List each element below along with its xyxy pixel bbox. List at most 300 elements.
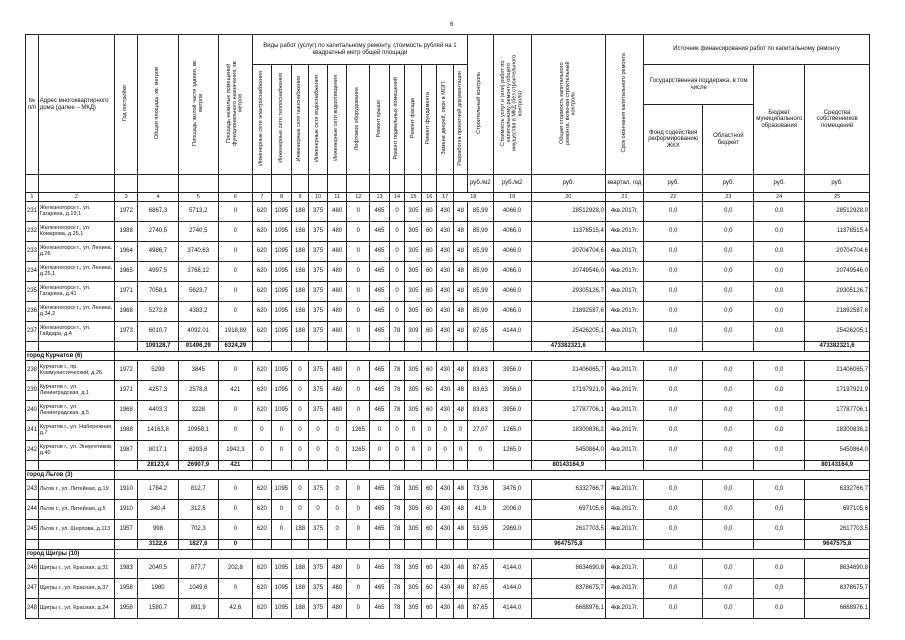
table-cell: 0,0 (754, 401, 805, 421)
table-cell: 305 (405, 520, 422, 540)
table-cell: 4257,3 (138, 381, 178, 401)
table-cell: 0 (218, 242, 252, 262)
table-cell: 430 (437, 480, 454, 500)
table-cell: 0,0 (703, 421, 754, 441)
table-cell: 0,0 (644, 441, 703, 461)
table-cell: 0 (347, 242, 370, 262)
table-cell (703, 461, 754, 471)
table-cell (754, 461, 805, 471)
table-cell (389, 342, 405, 352)
table-cell: 375 (309, 202, 328, 222)
table-cell: 0,0 (644, 381, 703, 401)
table-cell (405, 461, 422, 471)
header-control: Строительный контроль (476, 72, 483, 135)
address-cell: Железногорск г., ул. Комарова, д.25,1 (38, 222, 114, 242)
address-cell: Щигры г., ул. Красная, д.31 (38, 559, 114, 579)
table-cell: 48 (454, 599, 468, 619)
table-cell: 78 (389, 322, 405, 342)
table-cell (115, 342, 138, 352)
table-cell: 465 (370, 500, 389, 520)
table-cell: 0,0 (754, 599, 805, 619)
table-cell: 465 (370, 579, 389, 599)
table-cell: 188 (292, 559, 309, 579)
table-cell: 188 (292, 282, 309, 302)
table-cell: 0 (218, 282, 252, 302)
table-cell: 0,0 (703, 361, 754, 381)
table-cell (605, 540, 643, 550)
table-cell: 0 (347, 322, 370, 342)
table-cell: 78 (389, 361, 405, 381)
table-cell: 188 (292, 242, 309, 262)
table-cell: 0,0 (754, 262, 805, 282)
table-cell (703, 540, 754, 550)
table-cell: 465 (370, 401, 389, 421)
table-cell: 0,0 (754, 361, 805, 381)
table-cell: 305 (405, 559, 422, 579)
table-cell (422, 540, 437, 550)
table-cell: 0 (218, 540, 252, 550)
column-number: 8 (271, 193, 291, 202)
table-cell: 4кв.2017г. (605, 222, 643, 242)
table-cell: 4кв.2017г. (605, 480, 643, 500)
table-cell: 305 (405, 202, 422, 222)
header-work-12: Разработка проектной документации (456, 70, 463, 166)
table-cell (26, 461, 39, 471)
table-cell: 465 (370, 520, 389, 540)
table-cell: 188 (292, 599, 309, 619)
table-cell (754, 342, 805, 352)
table-cell: 28512928,0 (805, 202, 870, 222)
table-cell: 0 (347, 262, 370, 282)
table-cell: 91496,29 (178, 342, 218, 352)
table-cell: 375 (309, 322, 328, 342)
column-number: 10 (309, 193, 328, 202)
table-row (26, 401, 870, 421)
table-cell: 1095 (271, 401, 291, 421)
table-cell: 0 (218, 401, 252, 421)
table-cell: 0 (370, 421, 389, 441)
header-total-cost: Общая стоимость капитального ремонта, включая строительный контроль (558, 61, 577, 145)
group-filler (115, 471, 870, 480)
header-work-11: Замена дверей, окон в МОП (441, 81, 448, 155)
table-cell: 0,0 (703, 441, 754, 461)
table-cell: 1918,89 (218, 322, 252, 342)
table-cell: 877,7 (178, 559, 218, 579)
table-cell: 234 (26, 262, 39, 282)
column-number: 9 (292, 193, 309, 202)
table-cell: 0 (405, 441, 422, 461)
table-cell: 305 (405, 599, 422, 619)
table-cell: 48 (454, 302, 468, 322)
table-cell: 4383,2 (178, 302, 218, 322)
table-cell: 0 (292, 361, 309, 381)
table-cell: 0 (389, 202, 405, 222)
table-cell: 0 (454, 421, 468, 441)
table-cell: 465 (370, 322, 389, 342)
table-cell: 620 (252, 361, 271, 381)
table-cell: 85,99 (468, 282, 493, 302)
table-cell: 305 (405, 401, 422, 421)
table-cell: 0 (347, 500, 370, 520)
table-cell: 48 (454, 401, 468, 421)
table-cell (328, 540, 347, 550)
table-cell: 375 (309, 599, 328, 619)
table-cell: 9647575,8 (531, 540, 605, 550)
table-cell (328, 342, 347, 352)
table-cell: 480 (328, 322, 347, 342)
table-cell: 0,0 (703, 242, 754, 262)
table-cell: 240 (26, 401, 39, 421)
table-cell: 891,9 (178, 599, 218, 619)
table-cell: 0 (389, 262, 405, 282)
table-cell: 1095 (271, 559, 291, 579)
table-cell: 0 (347, 559, 370, 579)
table-cell: 0,0 (754, 202, 805, 222)
address-cell: Железногорск г., ул. Ленина, д.26 (38, 242, 114, 262)
table-cell: 0 (218, 361, 252, 381)
table-cell: 305 (405, 242, 422, 262)
table-cell: 20704704,6 (805, 242, 870, 262)
table-cell: 0 (347, 401, 370, 421)
table-cell: 0,0 (754, 480, 805, 500)
table-cell: 480 (328, 282, 347, 302)
table-cell: 0,0 (703, 401, 754, 421)
table-cell: 48 (454, 381, 468, 401)
table-row (26, 361, 870, 381)
header-work-8: Ремонт подвальных помещений (393, 77, 400, 160)
table-cell: 375 (309, 381, 328, 401)
table-cell: 60 (422, 242, 437, 262)
table-cell: 17787706,1 (531, 401, 605, 421)
table-cell (271, 461, 291, 471)
table-cell: 1095 (271, 222, 291, 242)
table-cell: 29305126,7 (805, 282, 870, 302)
table-cell (271, 342, 291, 352)
table-cell: 375 (309, 262, 328, 282)
table-cell: 1784,2 (138, 480, 178, 500)
table-cell (644, 540, 703, 550)
header-work-7: Ремонт крыши (375, 99, 382, 137)
table-cell: 0,0 (644, 599, 703, 619)
table-cell: 620 (252, 242, 271, 262)
table-cell (644, 342, 703, 352)
table-cell: 0,0 (644, 579, 703, 599)
table-row (26, 222, 870, 242)
table-cell: 4144,0 (493, 599, 531, 619)
column-number: 4 (138, 193, 178, 202)
table-cell: 1265 (347, 421, 370, 441)
table-cell: 1968 (115, 401, 138, 421)
table-cell: 25426205,1 (805, 322, 870, 342)
column-number: 2 (38, 193, 114, 202)
table-cell: 48 (454, 559, 468, 579)
table-cell: 0 (292, 441, 309, 461)
table-cell: 18300836,2 (531, 421, 605, 441)
table-cell (347, 342, 370, 352)
table-cell: 41,9 (468, 500, 493, 520)
table-cell: 0,0 (754, 222, 805, 242)
table-cell: 430 (437, 242, 454, 262)
table-cell: 241 (26, 421, 39, 441)
table-cell (703, 342, 754, 352)
table-cell (454, 461, 468, 471)
table-cell: 0,0 (644, 480, 703, 500)
table-cell: 242 (26, 441, 39, 461)
table-cell: 4066,0 (493, 262, 531, 282)
table-cell: 235 (26, 282, 39, 302)
address-cell: Железногорск г., ул. Ленина, д.34,2 (38, 302, 114, 322)
table-cell: 11378515,4 (805, 222, 870, 242)
table-cell: 465 (370, 262, 389, 282)
table-cell: 465 (370, 381, 389, 401)
column-number: 20 (531, 193, 605, 202)
table-row (26, 579, 870, 599)
table-cell: 375 (309, 559, 328, 579)
table-cell: 14163,8 (138, 421, 178, 441)
header-cost-per-m2: Стоимость услуг и (или) работ по капитальному ремонту общего имущества в МКД (без строительного контроля) (499, 55, 523, 152)
column-number: 5 (178, 193, 218, 202)
table-cell (605, 461, 643, 471)
table-cell: 4кв.2017г. (605, 520, 643, 540)
table-cell: 620 (252, 599, 271, 619)
table-cell: 0,0 (703, 202, 754, 222)
table-cell: 17197921,9 (531, 381, 605, 401)
table-cell: 0 (347, 361, 370, 381)
header-fund: Фонд содействия реформированию ЖКХ (644, 105, 703, 175)
table-cell: 0 (252, 441, 271, 461)
table-cell: 4066,0 (493, 222, 531, 242)
table-cell: 4кв.2017г. (605, 500, 643, 520)
table-cell: 73,36 (468, 480, 493, 500)
table-cell: 375 (309, 282, 328, 302)
group-label: город Курчатов (6) (26, 352, 115, 361)
table-cell: 2617703,5 (531, 520, 605, 540)
table-cell: 305 (405, 579, 422, 599)
table-cell: 188 (292, 579, 309, 599)
table-cell: 236 (26, 302, 39, 322)
table-cell: 1095 (271, 302, 291, 322)
address-cell: Курчатов г., ул. Ленинградская, д.1 (38, 381, 114, 401)
table-cell: 480 (328, 381, 347, 401)
table-cell (405, 540, 422, 550)
table-row (26, 202, 870, 222)
table-cell: 480 (328, 302, 347, 322)
table-cell: 6324,29 (218, 342, 252, 352)
table-cell: 812,7 (178, 480, 218, 500)
table-cell: 430 (437, 520, 454, 540)
column-number: 15 (405, 193, 422, 202)
table-cell: 17787706,1 (805, 401, 870, 421)
table-cell (292, 461, 309, 471)
table-cell (347, 540, 370, 550)
table-cell: 0 (292, 421, 309, 441)
header-total-area: Общая площадь, кв. метров (154, 67, 161, 140)
table-cell: 188 (292, 520, 309, 540)
table-cell: 620 (252, 401, 271, 421)
table-cell: 0 (292, 401, 309, 421)
table-cell: 60 (422, 202, 437, 222)
column-number: 7 (252, 193, 271, 202)
table-cell: 0 (218, 520, 252, 540)
table-cell: 4кв.2017г. (605, 421, 643, 441)
table-cell: 430 (437, 322, 454, 342)
table-cell: 3740,63 (178, 242, 218, 262)
header-work-3: Инженерные сети газоснабжения (296, 75, 303, 161)
table-cell: 87,65 (468, 322, 493, 342)
table-cell: 998 (138, 520, 178, 540)
table-cell: 0,0 (703, 222, 754, 242)
table-cell: 85,99 (468, 202, 493, 222)
table-cell (292, 342, 309, 352)
table-cell: 60 (422, 500, 437, 520)
table-cell: 5299 (138, 361, 178, 381)
header-work-4: Инженерные сети водоснабжения (314, 74, 321, 162)
table-cell: 4144,0 (493, 559, 531, 579)
table-cell: 48 (454, 579, 468, 599)
table-cell: 465 (370, 222, 389, 242)
table-cell: 2740,5 (138, 222, 178, 242)
table-cell: 3228 (178, 401, 218, 421)
table-cell: 0,0 (703, 579, 754, 599)
table-cell: 83,63 (468, 381, 493, 401)
table-cell: 465 (370, 302, 389, 322)
table-cell: 6668976,1 (805, 599, 870, 619)
table-cell: 1095 (271, 361, 291, 381)
table-cell: 20749546,0 (805, 262, 870, 282)
table-cell: 42,6 (218, 599, 252, 619)
table-cell: 21892587,6 (805, 302, 870, 322)
table-cell: 53,95 (468, 520, 493, 540)
table-cell: 0 (328, 500, 347, 520)
table-cell: 85,99 (468, 222, 493, 242)
column-number: 18 (454, 193, 493, 202)
table-cell: 4066,0 (493, 302, 531, 322)
table-cell: 4403,3 (138, 401, 178, 421)
table-cell: 430 (437, 222, 454, 242)
table-cell: 6332766,7 (531, 480, 605, 500)
table-cell: 8634690,8 (805, 559, 870, 579)
subtotal-row (26, 461, 870, 471)
table-cell: 188 (292, 222, 309, 242)
table-cell: 5713,2 (178, 202, 218, 222)
table-cell: 0 (218, 500, 252, 520)
table-cell: 6867,3 (138, 202, 178, 222)
table-cell: 1965 (115, 262, 138, 282)
column-number: 22 (644, 193, 703, 202)
table-cell: 1972 (115, 361, 138, 381)
column-number: 1 (26, 193, 39, 202)
table-cell: 1971 (115, 381, 138, 401)
group-filler (115, 352, 870, 361)
table-cell: 465 (370, 559, 389, 579)
table-cell: 340,4 (138, 500, 178, 520)
table-cell: 4кв.2017г. (605, 322, 643, 342)
table-cell: 0 (271, 441, 291, 461)
table-cell: 17197921,9 (805, 381, 870, 401)
header-work-10: Ремонт фундамента (425, 92, 432, 145)
table-cell: 48 (454, 262, 468, 282)
address-cell (38, 342, 114, 352)
table-cell: 87,65 (468, 599, 493, 619)
table-cell: 85,99 (468, 262, 493, 282)
table-cell: 5272,8 (138, 302, 178, 322)
table-cell: 430 (437, 500, 454, 520)
table-cell: 0 (347, 520, 370, 540)
table-cell: 231 (26, 202, 39, 222)
table-cell: 8378675,7 (805, 579, 870, 599)
table-cell: 80143164,9 (531, 461, 605, 471)
table-cell: 0,0 (754, 559, 805, 579)
table-cell: 60 (422, 579, 437, 599)
table-cell: 83,63 (468, 361, 493, 381)
table-cell: 21406065,7 (531, 361, 605, 381)
table-cell: 4144,0 (493, 579, 531, 599)
table-cell: 312,6 (178, 500, 218, 520)
table-cell: 233 (26, 242, 39, 262)
column-number: 17 (437, 193, 454, 202)
table-cell: 60 (422, 302, 437, 322)
table-cell: 0,0 (754, 282, 805, 302)
table-cell: 0 (454, 441, 468, 461)
table-cell: 0 (271, 500, 291, 520)
table-cell (252, 540, 271, 550)
header-state-support: Государственная поддержка, в том числе (644, 65, 754, 105)
table-cell: 0,0 (754, 421, 805, 441)
header-municipal: Бюджет муниципального образования (754, 65, 805, 175)
table-cell: 480 (328, 599, 347, 619)
table-cell: 473382321,6 (531, 342, 605, 352)
table-cell: 3476,0 (493, 480, 531, 500)
table-cell (437, 540, 454, 550)
table-cell (252, 461, 271, 471)
table-cell: 1968 (115, 302, 138, 322)
table-cell: 0 (328, 520, 347, 540)
table-cell: 60 (422, 361, 437, 381)
table-cell: 465 (370, 202, 389, 222)
column-number: 23 (703, 193, 754, 202)
table-cell: 0,0 (644, 282, 703, 302)
table-cell: 60 (422, 401, 437, 421)
table-cell (26, 540, 39, 550)
table-cell: 78 (389, 579, 405, 599)
table-cell: 0 (389, 441, 405, 461)
table-cell: 246 (26, 559, 39, 579)
table-cell: 0 (328, 480, 347, 500)
table-cell: 480 (328, 242, 347, 262)
table-cell: 0,0 (754, 381, 805, 401)
table-cell: 620 (252, 222, 271, 242)
table-row (26, 500, 870, 520)
table-cell (115, 540, 138, 550)
table-cell: 1265,0 (493, 421, 531, 441)
address-cell: Льгов г., ул. Литейная, д.19 (38, 480, 114, 500)
address-cell: Железногорск г., ул. Ленина, д.25,1 (38, 262, 114, 282)
table-cell: 1095 (271, 242, 291, 262)
address-cell: Льгов г., ул. Шерлова, д.113 (38, 520, 114, 540)
table-cell: 1958 (115, 599, 138, 619)
group-filler (115, 550, 870, 559)
table-cell (493, 540, 531, 550)
table-cell (468, 342, 493, 352)
table-cell: 85,99 (468, 302, 493, 322)
table-cell: 0 (370, 441, 389, 461)
table-cell: 48 (454, 520, 468, 540)
table-cell: 305 (405, 222, 422, 242)
table-cell: 109128,7 (138, 342, 178, 352)
table-cell: 430 (437, 599, 454, 619)
table-cell (437, 461, 454, 471)
table-cell: 60 (422, 222, 437, 242)
